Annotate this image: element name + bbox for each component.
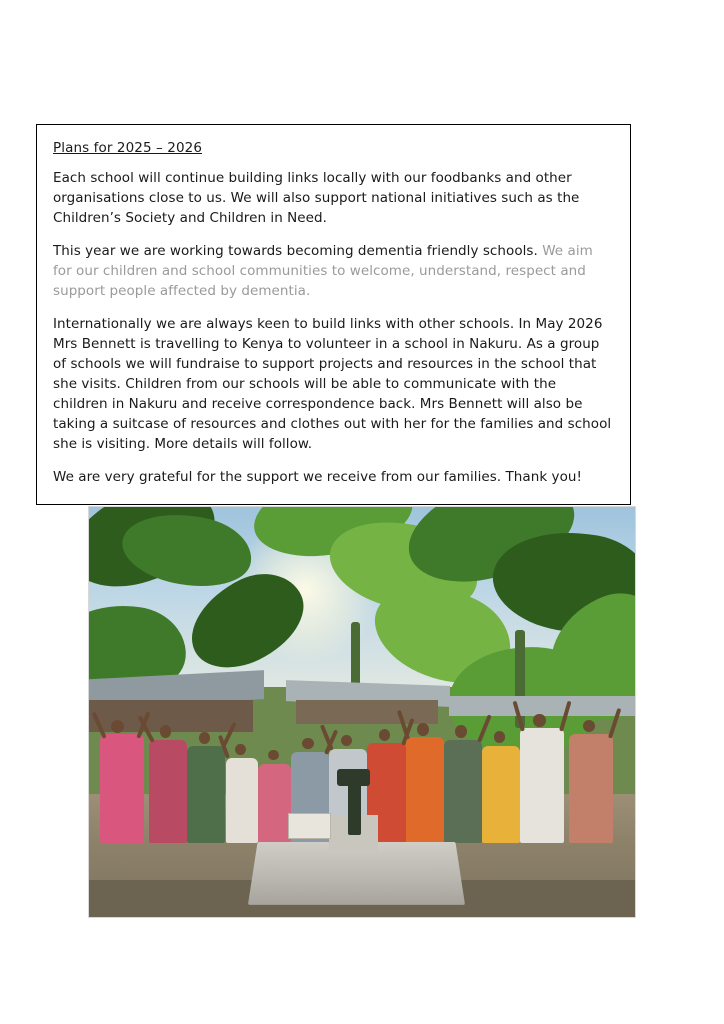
person: [149, 740, 187, 843]
person-head: [199, 732, 210, 744]
person-head: [341, 735, 352, 746]
paragraph-2-run-1: This year we are working towards becoming dementia friendly schools.: [53, 243, 538, 260]
person-head: [160, 725, 171, 737]
person: [444, 740, 482, 843]
person-head: [111, 720, 124, 733]
person: [482, 746, 520, 843]
person: [100, 734, 144, 843]
person: [569, 734, 613, 843]
raised-arm: [92, 712, 107, 740]
raised-arm: [559, 701, 571, 732]
paragraph-2-run-2-muted: We aim for our children and school communities to welcome, understand, respect and support people affected by dementia.: [53, 243, 593, 300]
raised-arm: [478, 714, 493, 742]
paragraph-2: [53, 242, 614, 302]
raised-arm: [608, 708, 621, 738]
person-head: [417, 723, 428, 736]
person-head: [235, 744, 245, 755]
photo-frame: [88, 506, 636, 918]
paragraph-3: [53, 315, 614, 455]
paragraph-3-run-1: Internationally we are always keen to build links with other schools. In May 2026 Mrs Bennett is travelling to Kenya to volunteer in a school in Nakuru. As a group of schools we will fundraise to support projects and resources in the school that she visits. Children from our schools will be able to communicate with the children in Nakuru and receive correspondence back. Mrs Bennett will also be taking a suitcase of resources and clothes out with her for the families and school she is visiting. More details will follow.: [53, 316, 612, 452]
raised-arm: [513, 701, 525, 732]
concrete-platform: [248, 842, 465, 905]
paragraph-1-run-1: Each school will continue building links locally with our foodbanks and other organisations close to us. We will also support national initiatives such as the Children’s Society and Children in Need.: [53, 170, 580, 227]
person-child: [258, 764, 291, 844]
paragraph-1: [53, 169, 614, 229]
person: [406, 737, 444, 843]
person: [520, 728, 564, 843]
person-head: [302, 738, 313, 749]
paragraph-4: [53, 468, 614, 488]
person-head: [583, 720, 595, 732]
person-head: [455, 725, 466, 737]
person-head: [268, 750, 278, 760]
pump-head: [337, 769, 370, 785]
person: [226, 758, 259, 844]
person-head: [494, 731, 505, 743]
dedication-plaque: [288, 813, 331, 840]
person-head: [379, 729, 390, 741]
paragraph-4-run-1: We are very grateful for the support we receive from our families. Thank you!: [53, 468, 582, 485]
person-head: [533, 714, 545, 727]
person: [187, 746, 225, 843]
village-water-pump-photo: [89, 507, 635, 917]
pump-column: [348, 778, 361, 835]
plans-text-box: [36, 124, 631, 505]
page-title: Plans for 2025 – 2026: [53, 140, 203, 156]
